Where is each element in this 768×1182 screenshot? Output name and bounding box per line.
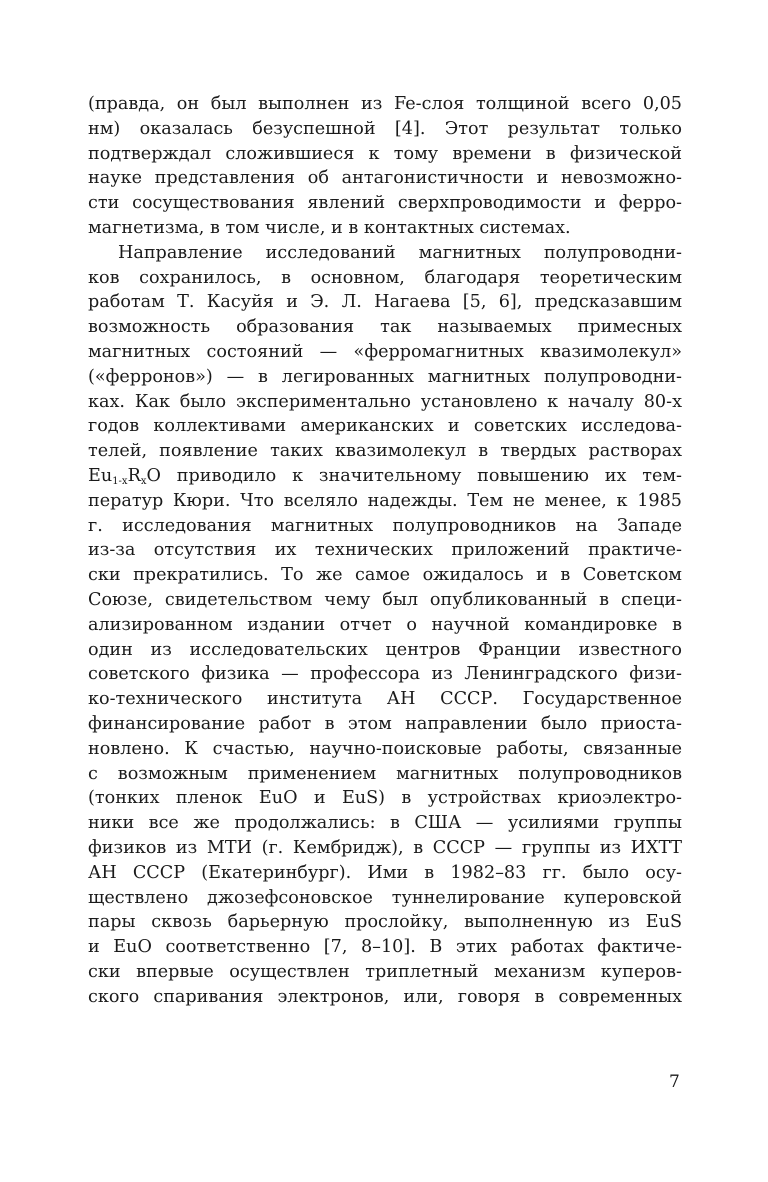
paragraph-1 — [88, 92, 682, 241]
text-line: финансирование работ в этом направлении было приоста- — [88, 713, 682, 734]
formula-line — [88, 464, 682, 489]
text-line: ски прекратились. То же самое ожидалось и в Советском — [88, 565, 682, 586]
text-line: советского физика — профессора из Ленинградского физи- — [88, 664, 682, 685]
formula-subscript-2: x — [140, 475, 147, 487]
text-line: науке представления об антагонистичности и невозможно- — [88, 168, 682, 189]
text-line: пары сквозь барьерную прослойку, выполненную из EuS — [88, 912, 682, 933]
paragraph-2 — [88, 241, 682, 1010]
text-line: ператур Кюри. Что вселяло надежды. Тем не менее, к 1985 — [88, 490, 682, 511]
text-line: и EuO соответственно [7, 8–10]. В этих работах фактиче- — [88, 937, 682, 958]
formula-o: O — [146, 465, 161, 486]
text-line: Направление исследований магнитных полупроводни- — [118, 242, 682, 263]
text-line: ники все же продолжались: в США — усилиями группы — [88, 813, 682, 834]
text-line: работам Т. Касуйя и Э. Л. Нагаева [5, 6], предсказавшим — [88, 292, 682, 313]
text-line: ски впервые осуществлен триплетный механизм куперов- — [88, 961, 682, 982]
page-body — [88, 92, 682, 1009]
text-line: ского спаривания электронов, или, говоря в современных — [88, 986, 682, 1007]
text-line: (правда, он был выполнен из Fe-слоя толщиной всего 0,05 — [88, 94, 682, 114]
text-line: г. исследования магнитных полупроводников на Западе — [88, 515, 682, 536]
text-line: магнетизма, в том числе, и в контактных системах. — [88, 217, 571, 238]
formula-line-rest: приводило к значительному повышению их тем- — [160, 465, 682, 486]
text-line: годов коллективами американских и советских исследова- — [88, 416, 682, 437]
text-line: (тонких пленок EuO и EuS) в устройствах криоэлектро- — [88, 788, 682, 809]
page-number: 7 — [669, 1072, 680, 1092]
text-line: АН СССР (Екатеринбург). Ими в 1982–83 гг. было осу- — [88, 862, 682, 883]
text-line: телей, появление таких квазимолекул в твердых растворах — [88, 441, 682, 462]
text-line: сти сосуществования явлений сверхпроводимости и ферро- — [88, 193, 682, 214]
text-line: («ферронов») — в легированных магнитных полупроводни- — [88, 366, 682, 387]
text-line: ков сохранилось, в основном, благодаря теоретическим — [88, 267, 682, 288]
formula-eu: Eu — [88, 465, 113, 486]
text-line: ществлено джозефсоновское туннелирование куперовской — [88, 887, 682, 908]
text-line: один из исследовательских центров Франции известного — [88, 639, 682, 660]
text-line: из-за отсутствия их технических приложений практиче- — [88, 540, 682, 561]
text-line: ко-технического института АН СССР. Государственное — [88, 689, 682, 710]
text-line: нм) оказалась безуспешной [4]. Этот результат только — [88, 118, 682, 139]
text-line: ках. Как было экспериментально установлено к началу 80-х — [88, 391, 682, 412]
text-line: магнитных состояний — «ферромагнитных квазимолекул» — [88, 341, 682, 362]
text-line: физиков из МТИ (г. Кембридж), в СССР — группы из ИХТТ — [88, 837, 682, 858]
text-line: с возможным применением магнитных полупроводников — [88, 763, 682, 784]
text-line: возможность образования так называемых примесных — [88, 317, 682, 338]
text-line: ализированном издании отчет о научной командировке в — [88, 614, 682, 635]
formula-r: R — [127, 465, 141, 486]
text-line: подтверждал сложившиеся к тому времени в физической — [88, 143, 682, 164]
formula-subscript-1: 1-x — [112, 475, 128, 487]
text-line: Союзе, свидетельством чему был опубликованный в специ- — [88, 589, 682, 610]
text-line: новлено. К счастью, научно-поисковые работы, связанные — [88, 738, 682, 759]
